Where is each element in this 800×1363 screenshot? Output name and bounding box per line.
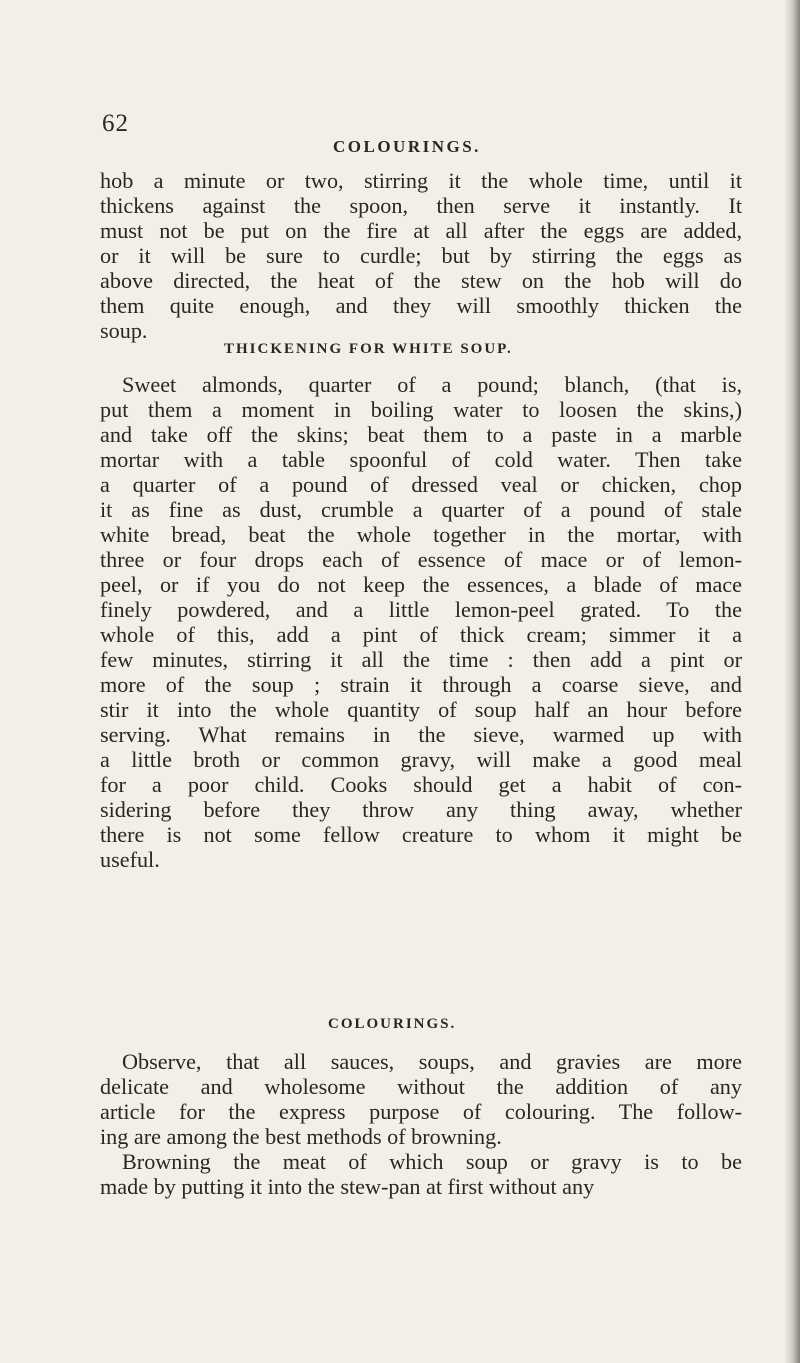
- paragraph-continuation: [100, 168, 742, 343]
- text-line: it as fine as dust, crumble a quarter of a pound of stale: [100, 497, 742, 522]
- text-line: thickens against the spoon, then serve it instantly. It: [100, 193, 742, 218]
- text-line: sidering before they throw any thing away, whether: [100, 797, 742, 822]
- text-line: and take off the skins; beat them to a paste in a marble: [100, 422, 742, 447]
- text-line: few minutes, stirring it all the time : then add a pint or: [100, 647, 742, 672]
- text-line: article for the express purpose of colouring. The follow-: [100, 1099, 742, 1124]
- text-line: whole of this, add a pint of thick cream; simmer it a: [100, 622, 742, 647]
- section-heading-colourings: COLOURINGS.: [328, 1016, 457, 1032]
- paragraph-colourings: [100, 1049, 742, 1149]
- text-line: delicate and wholesome without the addition of any: [100, 1074, 742, 1099]
- text-line: a quarter of a pound of dressed veal or chicken, chop: [100, 472, 742, 497]
- text-line: ing are among the best methods of browning.: [100, 1124, 502, 1149]
- text-line: finely powdered, and a little lemon-peel grated. To the: [100, 597, 742, 622]
- text-line: Browning the meat of which soup or gravy is to be: [122, 1149, 742, 1174]
- text-line: soup.: [100, 318, 148, 343]
- text-line: stir it into the whole quantity of soup half an hour before: [100, 697, 742, 722]
- text-line: three or four drops each of essence of mace or of lemon-: [100, 547, 742, 572]
- page-edge-shadow: [784, 0, 800, 1363]
- text-line: them quite enough, and they will smoothly thicken the: [100, 293, 742, 318]
- text-line: serving. What remains in the sieve, warmed up with: [100, 722, 742, 747]
- running-head: COLOURINGS.: [333, 137, 481, 156]
- text-line: mortar with a table spoonful of cold water. Then take: [100, 447, 742, 472]
- text-line: there is not some fellow creature to whom it might be: [100, 822, 742, 847]
- text-line: a little broth or common gravy, will make a good meal: [100, 747, 742, 772]
- text-line: useful.: [100, 847, 160, 872]
- text-line: Observe, that all sauces, soups, and gravies are more: [122, 1049, 742, 1074]
- text-line: must not be put on the fire at all after the eggs are added,: [100, 218, 742, 243]
- text-line: made by putting it into the stew-pan at first without any: [100, 1174, 595, 1199]
- text-line: white bread, beat the whole together in the mortar, with: [100, 522, 742, 547]
- paragraph-browning: [100, 1149, 742, 1199]
- text-line: put them a moment in boiling water to loosen the skins,): [100, 397, 742, 422]
- page-number: 62: [102, 110, 129, 137]
- text-line: or it will be sure to curdle; but by stirring the eggs as: [100, 243, 742, 268]
- paragraph-thickening: [100, 372, 742, 872]
- text-line: Sweet almonds, quarter of a pound; blanch, (that is,: [122, 372, 742, 397]
- text-line: for a poor child. Cooks should get a habit of con-: [100, 772, 742, 797]
- text-line: peel, or if you do not keep the essences, a blade of mace: [100, 572, 742, 597]
- section-heading-thickening: THICKENING FOR WHITE SOUP.: [224, 341, 513, 357]
- text-line: hob a minute or two, stirring it the whole time, until it: [100, 168, 742, 193]
- text-line: more of the soup ; strain it through a coarse sieve, and: [100, 672, 742, 697]
- text-line: above directed, the heat of the stew on the hob will do: [100, 268, 742, 293]
